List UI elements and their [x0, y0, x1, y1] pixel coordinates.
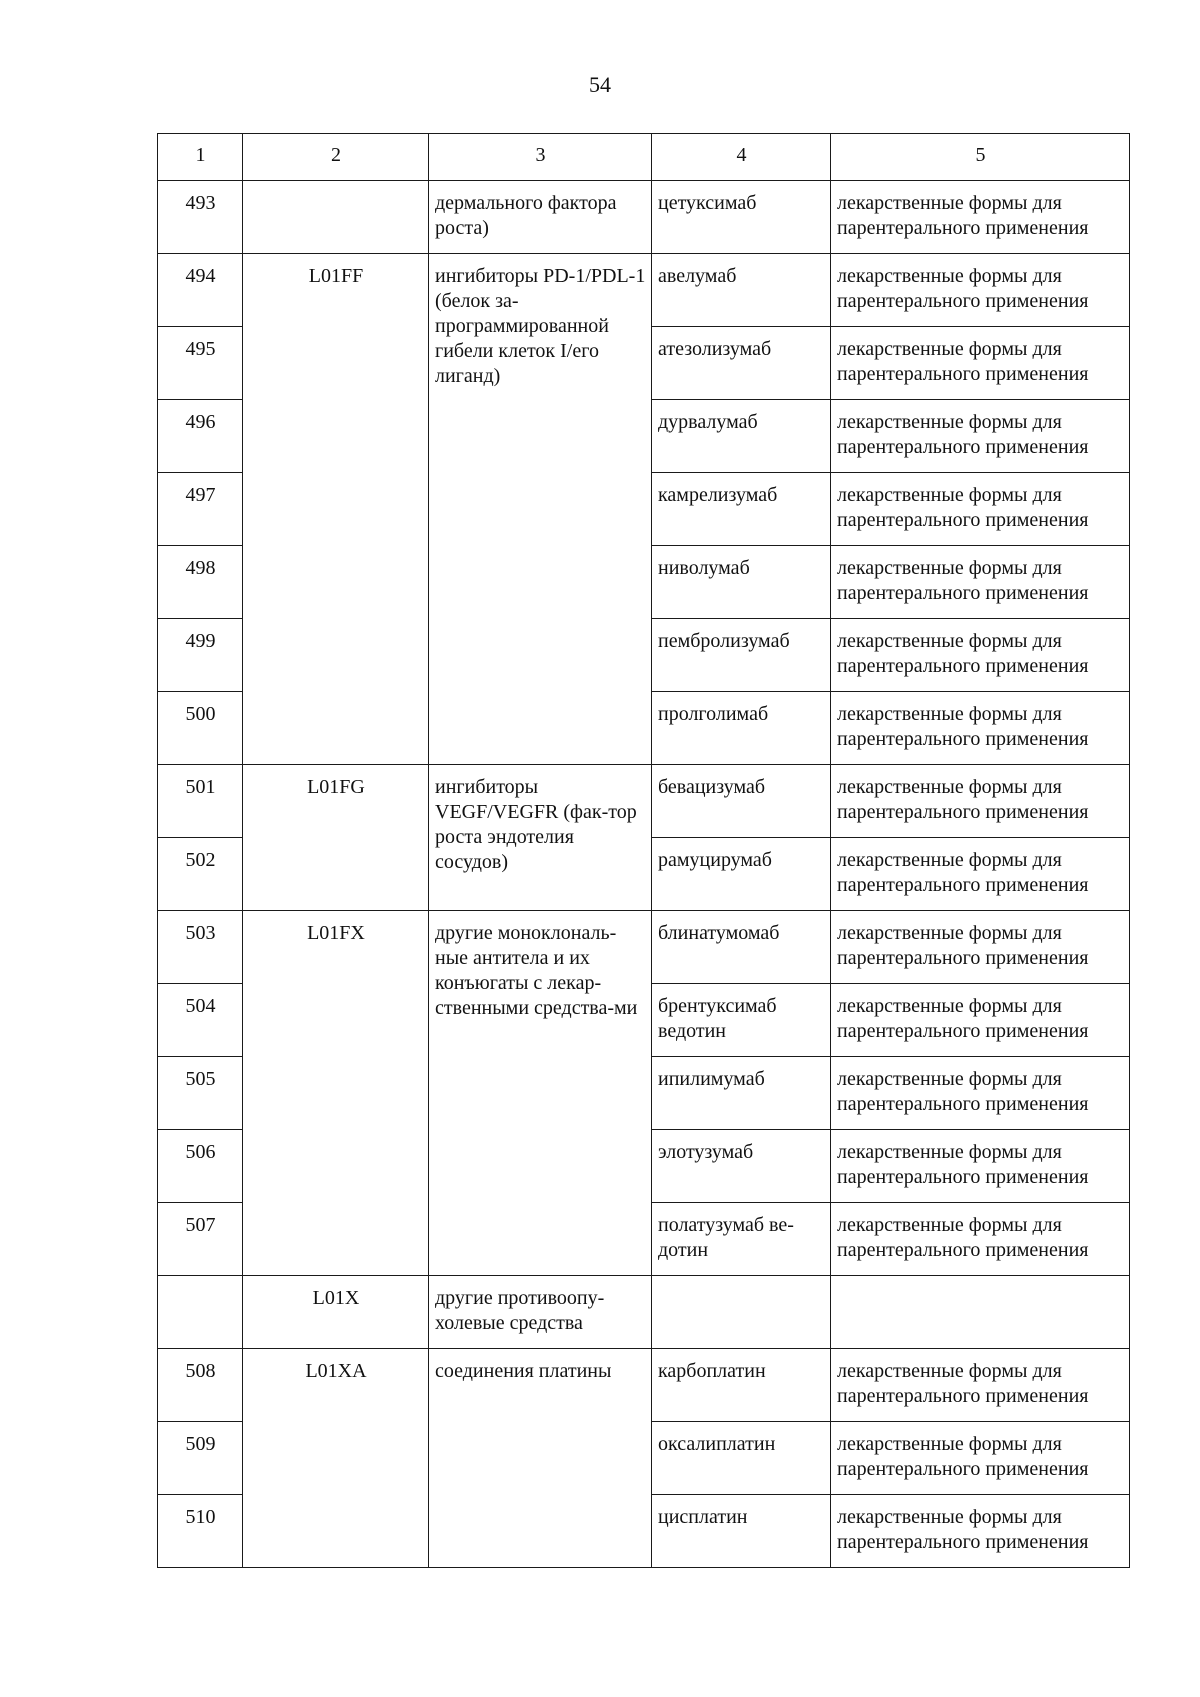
table-row [158, 765, 1130, 838]
row-number: 504 [158, 984, 243, 1057]
dosage-form: лекарственные формы для парентерального применения [831, 400, 1130, 473]
row-number: 495 [158, 327, 243, 400]
row-number: 500 [158, 692, 243, 765]
group-name: другие моноклональ-ные антитела и их конъюгаты с лекар-ственными средства-ми [429, 911, 652, 1276]
dosage-form: лекарственные формы для парентерального применения [831, 254, 1130, 327]
dosage-form: лекарственные формы для парентерального применения [831, 473, 1130, 546]
row-number: 499 [158, 619, 243, 692]
column-header: 3 [429, 134, 652, 181]
group-name: другие противоопу-холевые средства [429, 1276, 652, 1349]
drug-name: пролголимаб [652, 692, 831, 765]
row-number: 496 [158, 400, 243, 473]
row-number: 508 [158, 1349, 243, 1422]
row-number: 510 [158, 1495, 243, 1568]
table-row [158, 911, 1130, 984]
page-number: 54 [589, 72, 611, 97]
row-number: 506 [158, 1130, 243, 1203]
dosage-form [831, 1276, 1130, 1349]
row-number [158, 1276, 243, 1349]
drug-name: полатузумаб ве-дотин [652, 1203, 831, 1276]
row-number: 498 [158, 546, 243, 619]
drug-name: элотузумаб [652, 1130, 831, 1203]
drug-name: атезолизумаб [652, 327, 831, 400]
drug-name: дурвалумаб [652, 400, 831, 473]
dosage-form: лекарственные формы для парентерального применения [831, 838, 1130, 911]
table-row [158, 1276, 1130, 1349]
drug-name: блинатумомаб [652, 911, 831, 984]
column-header: 4 [652, 134, 831, 181]
dosage-form: лекарственные формы для парентерального применения [831, 546, 1130, 619]
drug-name: оксалиплатин [652, 1422, 831, 1495]
dosage-form: лекарственные формы для парентерального применения [831, 619, 1130, 692]
drug-name: ипилимумаб [652, 1057, 831, 1130]
row-number: 493 [158, 181, 243, 254]
drug-name: цетуксимаб [652, 181, 831, 254]
table-row [158, 1349, 1130, 1422]
group-name: ингибиторы PD-1/PDL-1 (белок за-программированной гибели клеток I/его лиганд) [429, 254, 652, 765]
drug-name [652, 1276, 831, 1349]
row-number: 501 [158, 765, 243, 838]
dosage-form: лекарственные формы для парентерального применения [831, 327, 1130, 400]
table-row [158, 254, 1130, 327]
drug-name: брентуксимаб ведотин [652, 984, 831, 1057]
drug-name: авелумаб [652, 254, 831, 327]
table-row [158, 181, 1130, 254]
column-header: 1 [158, 134, 243, 181]
row-number: 509 [158, 1422, 243, 1495]
table-header-row [158, 134, 1130, 181]
row-number: 503 [158, 911, 243, 984]
row-number: 497 [158, 473, 243, 546]
dosage-form: лекарственные формы для парентерального применения [831, 692, 1130, 765]
drug-name: карбоплатин [652, 1349, 831, 1422]
drug-table [157, 133, 1130, 1568]
drug-name: рамуцирумаб [652, 838, 831, 911]
dosage-form: лекарственные формы для парентерального применения [831, 765, 1130, 838]
atc-code: L01FX [243, 911, 429, 1276]
dosage-form: лекарственные формы для парентерального применения [831, 1130, 1130, 1203]
group-name: соединения платины [429, 1349, 652, 1568]
dosage-form: лекарственные формы для парентерального применения [831, 1495, 1130, 1568]
column-header: 5 [831, 134, 1130, 181]
dosage-form: лекарственные формы для парентерального применения [831, 1057, 1130, 1130]
row-number: 505 [158, 1057, 243, 1130]
atc-code: L01X [243, 1276, 429, 1349]
drug-name: пембролизумаб [652, 619, 831, 692]
drug-name: цисплатин [652, 1495, 831, 1568]
atc-code [243, 181, 429, 254]
drug-name: ниволумаб [652, 546, 831, 619]
atc-code: L01FG [243, 765, 429, 911]
row-number: 502 [158, 838, 243, 911]
row-number: 494 [158, 254, 243, 327]
dosage-form: лекарственные формы для парентерального применения [831, 181, 1130, 254]
drug-name: бевацизумаб [652, 765, 831, 838]
dosage-form: лекарственные формы для парентерального применения [831, 984, 1130, 1057]
dosage-form: лекарственные формы для парентерального применения [831, 911, 1130, 984]
atc-code: L01FF [243, 254, 429, 765]
dosage-form: лекарственные формы для парентерального применения [831, 1349, 1130, 1422]
drug-name: камрелизумаб [652, 473, 831, 546]
group-name: ингибиторы VEGF/VEGFR (фак-тор роста эндотелия сосудов) [429, 765, 652, 911]
atc-code: L01XA [243, 1349, 429, 1568]
row-number: 507 [158, 1203, 243, 1276]
dosage-form: лекарственные формы для парентерального применения [831, 1203, 1130, 1276]
dosage-form: лекарственные формы для парентерального применения [831, 1422, 1130, 1495]
column-header: 2 [243, 134, 429, 181]
group-name: дермального фактора роста) [429, 181, 652, 254]
